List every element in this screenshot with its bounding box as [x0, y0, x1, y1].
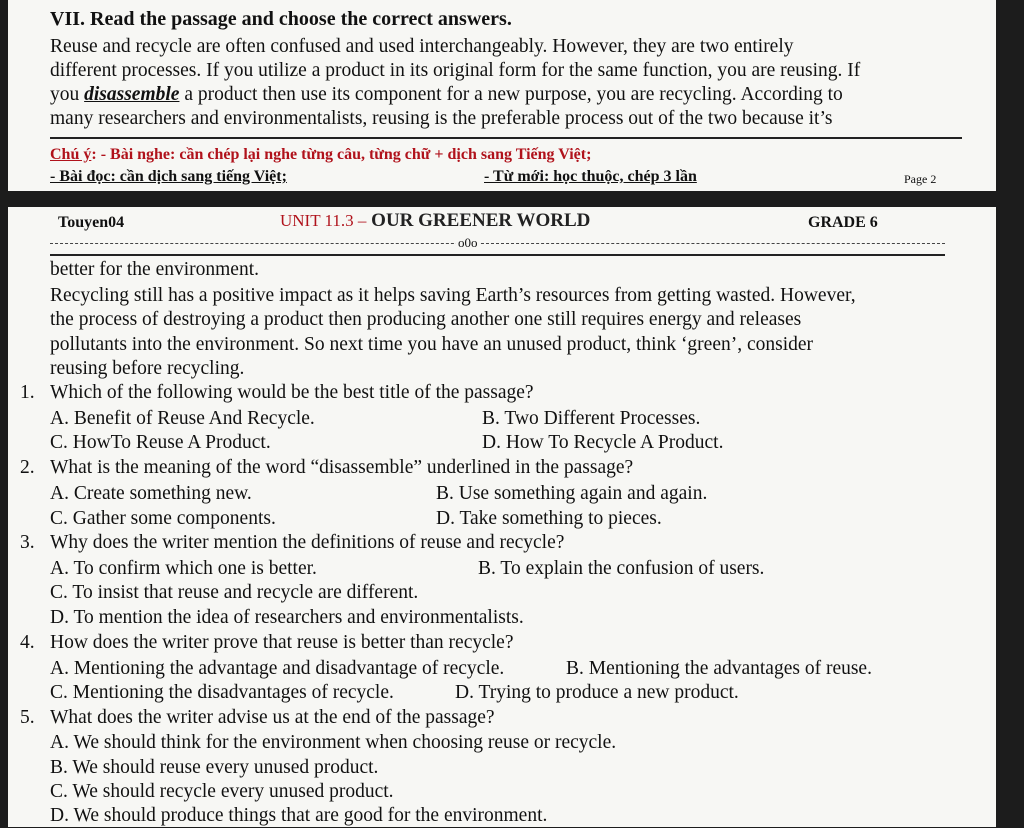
header-title-text: OUR GREENER WORLD — [371, 210, 591, 231]
question-2-option-a: A. Create something new. — [50, 483, 252, 504]
divider — [50, 137, 962, 139]
header-title — [280, 210, 590, 232]
question-5-option-d: D. We should produce things that are good for the environment. — [50, 805, 548, 826]
divider — [50, 254, 945, 256]
passage-line: the process of destroying a product then producing another one still requires energy and releases — [50, 309, 802, 330]
question-3-option-b: B. To explain the confusion of users. — [478, 558, 765, 579]
question-1-number: 1. — [20, 382, 35, 403]
question-2-option-b: B. Use something again and again. — [436, 483, 708, 504]
question-1-option-a: A. Benefit of Reuse And Recycle. — [50, 408, 315, 429]
question-5-option-b: B. We should reuse every unused product. — [50, 757, 379, 778]
page-2 — [8, 207, 996, 827]
question-2-number: 2. — [20, 457, 35, 478]
question-1-option-b: B. Two Different Processes. — [482, 408, 701, 429]
separator-mark: o0o — [458, 235, 478, 250]
passage-line-3 — [50, 83, 843, 107]
question-5-text: What does the writer advise us at the end of the passage? — [50, 707, 495, 728]
question-4-text: How does the writer prove that reuse is better than recycle? — [50, 632, 514, 653]
question-3-number: 3. — [20, 532, 35, 553]
passage-line-4: many researchers and environmentalists, reusing is the preferable process out of the two because it’s — [50, 108, 833, 129]
question-4-option-b: B. Mentioning the advantages of reuse. — [566, 658, 872, 679]
header-left: Touyen04 — [58, 214, 125, 231]
question-3-option-c: C. To insist that reuse and recycle are different. — [50, 582, 419, 603]
passage-line: reusing before recycling. — [50, 358, 245, 379]
passage-line: Recycling still has a positive impact as it helps saving Earth’s resources from getting wasted. However, — [50, 285, 856, 306]
header-right: GRADE 6 — [808, 214, 878, 231]
page-number: Page 2 — [904, 172, 937, 186]
passage-line: better for the environment. — [50, 259, 260, 280]
passage-line: pollutants into the environment. So next time you have an unused product, think ‘green’, consider — [50, 334, 814, 355]
question-3-option-d: D. To mention the idea of researchers and environmentalists. — [50, 607, 524, 628]
question-4-option-d: D. Trying to produce a new product. — [455, 682, 739, 703]
exercise-heading: VII. Read the passage and choose the correct answers. — [50, 8, 512, 30]
question-1-option-d: D. How To Recycle A Product. — [482, 432, 724, 453]
separator-line — [50, 243, 945, 244]
note-new-words: - Từ mới: học thuộc, chép 3 lần — [484, 168, 697, 185]
note-listen: : - Bài nghe: cần chép lại nghe từng câu, từng chữ + dịch sang Tiếng Việt; — [91, 146, 592, 163]
note-label: Chú ý — [50, 146, 92, 163]
question-3-text: Why does the writer mention the definitions of reuse and recycle? — [50, 532, 565, 553]
question-5-option-a: A. We should think for the environment when choosing reuse or recycle. — [50, 732, 617, 753]
passage-line-2: different processes. If you utilize a product in its original form for the same function, you are reusing. If — [50, 60, 861, 81]
question-1-option-c: C. HowTo Reuse A Product. — [50, 432, 271, 453]
header-unit: UNIT 11.3 – — [280, 211, 367, 230]
question-2-option-c: C. Gather some components. — [50, 508, 276, 529]
question-2-text: What is the meaning of the word “disassemble” underlined in the passage? — [50, 457, 634, 478]
passage-line-1: Reuse and recycle are often confused and used interchangeably. However, they are two entirely — [50, 36, 794, 57]
question-2-option-d: D. Take something to pieces. — [436, 508, 662, 529]
question-4-option-a: A. Mentioning the advantage and disadvantage of recycle. — [50, 658, 505, 679]
note-reading: - Bài đọc: cần dịch sang tiếng Việt; — [50, 168, 287, 185]
question-4-option-c: C. Mentioning the disadvantages of recycle. — [50, 682, 394, 703]
page-1 — [8, 0, 996, 191]
question-4-number: 4. — [20, 632, 35, 653]
question-1-text: Which of the following would be the best title of the passage? — [50, 382, 534, 403]
question-3-option-a: A. To confirm which one is better. — [50, 558, 317, 579]
question-5-option-c: C. We should recycle every unused product. — [50, 781, 394, 802]
passage-line-3-rest: a product then use its component for a new purpose, you are recycling. According to — [184, 84, 843, 105]
note-line-1 — [50, 146, 591, 164]
passage-line-3-prefix: you — [50, 84, 80, 105]
underlined-word: disassemble — [84, 84, 180, 105]
question-5-number: 5. — [20, 707, 35, 728]
